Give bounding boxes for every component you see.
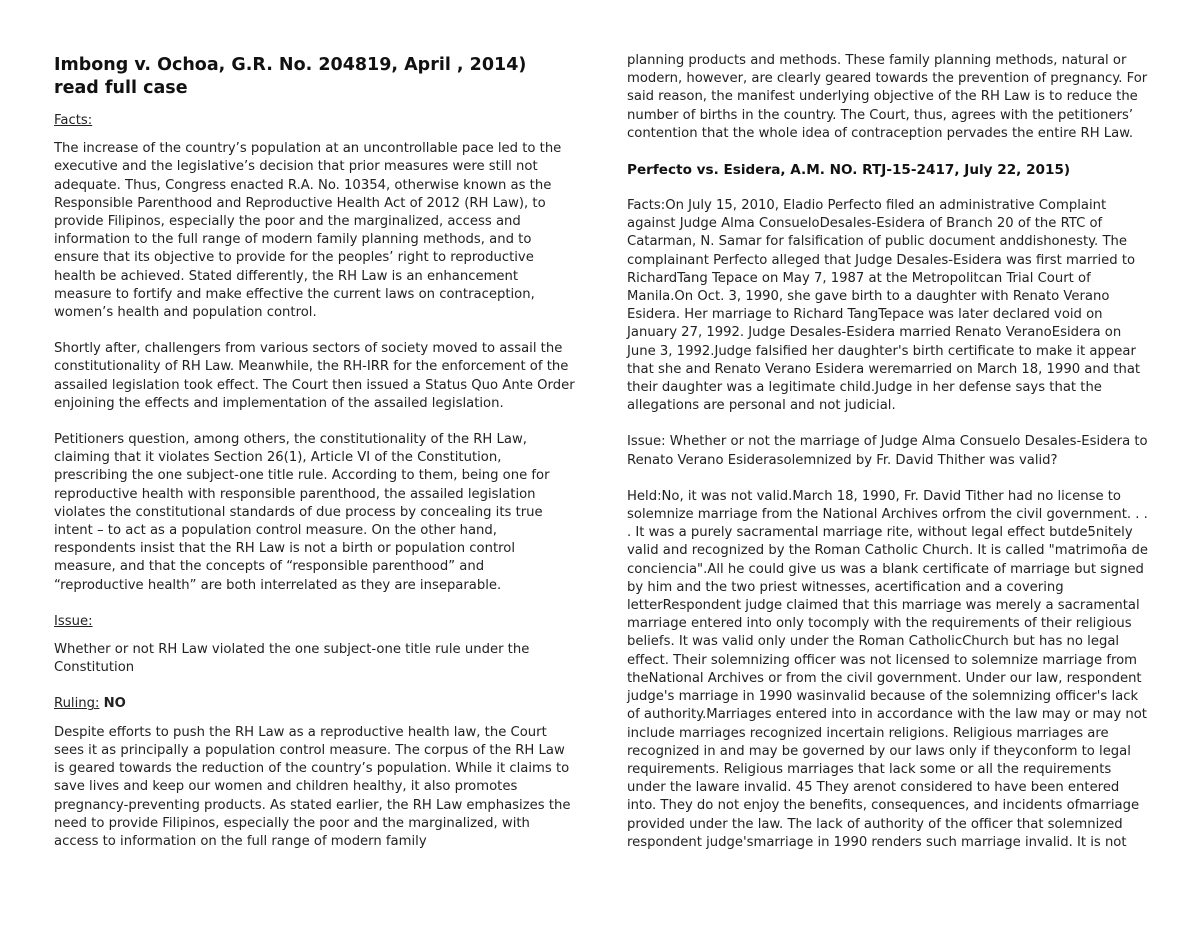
ruling-value: NO	[103, 696, 126, 712]
case-title-imbong	[54, 54, 576, 100]
facts-paragraph-1: The increase of the country’s population at an uncontrollable pace led to the executive and the legislative’s decision that prior measures were still not adequate. Thus, Congress enacted R.A. No. 10354, otherwise known as the Responsible Parenthood and Reproductive Health Act of 2012 (RH Law), to provide Filipinos, especially the poor and the marginalized, access and information to the full range of modern family planning methods, and to ensure that its objective to provide for the peoples’ right to reproductive health be achieved. Stated differently, the RH Law is an enhancement measure to fortify and make effective the current laws on contraception, women’s health and population control.	[54, 141, 562, 321]
case-title-line-2: read full case	[54, 78, 188, 98]
perfecto-facts-paragraph: Facts:On July 15, 2010, Eladio Perfecto filed an administrative Complaint against Judge Alma ConsueloDesales-Esidera of Branch 20 of the RTC of Catarman, N. Samar for falsification of public document anddishonesty. The complainant Perfecto alleged that Judge Desales-Esidera was first married to RichardTang Tepace on May 7, 1987 at the Metropolitcan Trial Court of Manila.On Oct. 3, 1990, she gave birth to a daughter with Renato Verano Esidera. Her marriage to Richard TangTepace was later declared void on January 27, 1992. Judge Desales-Esidera married Renato VeranoEsidera on June 3, 1992.Judge falsified her daughter's birth certificate to make it appear that she and Renato Verano Esidera weremarried on March 18, 1990 and that their daughter was a legitimate child.Judge in her defense says that the allegations are personal and not judicial.	[627, 198, 1141, 414]
perfecto-held-paragraph: Held:No, it was not valid.March 18, 1990, Fr. David Tither had no license to solemnize marriage from the National Archives orfrom the civil government. . . . It was a purely sacramental marriage rite, without legal effect butde5nitely valid and recognized by the Roman Catholic Church. It is called "matrimoña de conciencia".All he could give us was a blank certificate of marriage but signed by him and the two priest witnesses, acertification and a covering letterRespondent judge claimed that this marriage was merely a sacramental marriage entered into only tocomply with the requirements of their religious beliefs. It was valid only under the Roman CatholicChurch but has no legal effect. Their solemnizing officer was not licensed to solemnize marriage from theNational Archives or from the civil government. Under our law, respondent judge's marriage in 1990 wasinvalid because of the solemnizing officer's lack of authority.Marriages entered into in accordance with the law may or may not include marriages recognized incertain religions. Religious marriages are recognized in and may be governed by our laws only if theyconform to legal requirements. Religious marriages that lack some or all the requirements under the laware invalid. 45 They arenot considered to have been entered into. They do not enjoy the benefits, consequences, and incidents ofmarriage provided under the law. The lack of authority of the officer that solemnized respondent judge'smarriage in 1990 renders such marriage invalid. It is not	[627, 488, 1148, 850]
issue-label: Issue:	[54, 613, 93, 629]
issue-heading	[54, 613, 576, 631]
ruling-paragraph: Despite efforts to push the RH Law as a reproductive health law, the Court sees it as principally a population control measure. The corpus of the RH Law is geared towards the reduction of the country’s population. While it claims to save lives and keep our women and children healthy, it also promotes pregnancy-preventing products. As stated earlier, the RH Law emphasizes the need to provide Filipinos, especially the poor and the marginalized, with access to information on the full range of modern family	[54, 724, 571, 849]
facts-heading	[54, 112, 576, 130]
ruling-continuation-paragraph: planning products and methods. These family planning methods, natural or modern, however, are clearly geared towards the prevention of pregnancy. For said reason, the manifest underlying objective of the RH Law is to reduce the number of births in the country. The Court, thus, agrees with the petitioners’ contention that the whole idea of contraception pervades the entire RH Law.	[627, 53, 1148, 141]
right-column	[627, 52, 1149, 870]
facts-label: Facts:	[54, 113, 93, 128]
ruling-label: Ruling:	[54, 696, 100, 712]
case-title-line-1: Imbong v. Ochoa, G.R. No. 204819, April , 2014)	[54, 55, 527, 75]
issue-paragraph: Whether or not RH Law violated the one subject-one title rule under the Constitution	[54, 642, 530, 676]
facts-paragraph-3: Petitioners question, among others, the constitutionality of the RH Law, claiming that it violates Section 26(1), Article VI of the Constitution, prescribing the one subject-one title rule. According to them, being one for reproductive health with responsible parenthood, the assailed legislation violates the constitutional standards of due process by concealing its true intent – to act as a population control measure. On the other hand, respondents insist that the RH Law is not a birth or population control measure, and that the concepts of “responsible parenthood” and “reproductive health” are both interrelated as they are inseparable.	[54, 432, 550, 593]
left-column	[54, 54, 576, 869]
ruling-heading	[54, 695, 576, 713]
perfecto-issue-paragraph: Issue: Whether or not the marriage of Judge Alma Consuelo Desales-Esidera to Renato Verano Esiderasolemnized by Fr. David Thither was valid?	[627, 434, 1148, 468]
facts-paragraph-2: Shortly after, challengers from various sectors of society moved to assail the constitutionality of RH Law. Meanwhile, the RH-IRR for the enforcement of the assailed legislation took effect. The Court then issued a Status Quo Ante Order enjoining the effects and implementation of the assailed legislation.	[54, 341, 575, 411]
case-title-perfecto: Perfecto vs. Esidera, A.M. NO. RTJ-15-2417, July 22, 2015)	[627, 162, 1071, 179]
